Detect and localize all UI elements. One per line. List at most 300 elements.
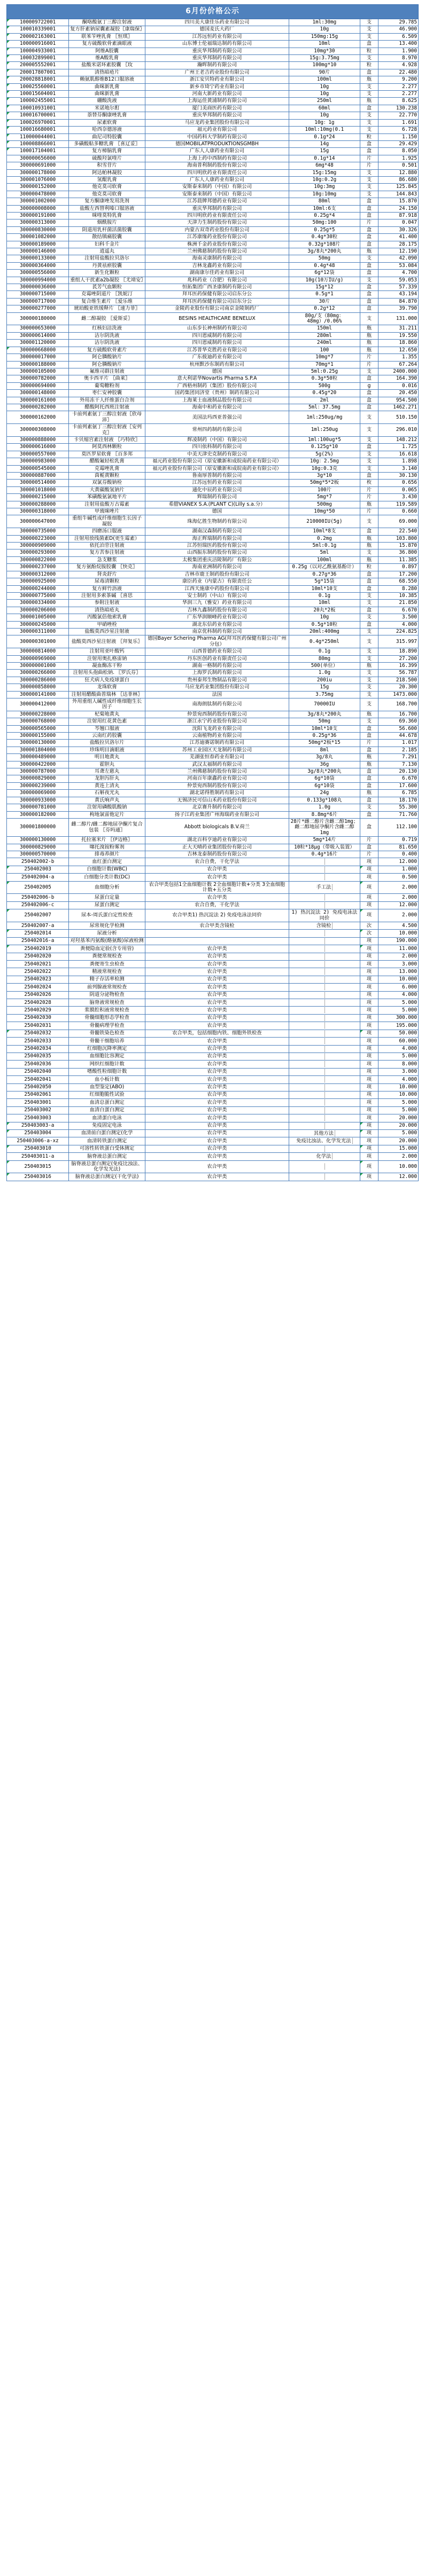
cell-price: 84.870 [378,298,418,305]
cell-name: 卡贝缩宫素注射液 〖巧特欣〗 [69,436,145,443]
cell-name: 耳聋左慈丸 [69,768,145,775]
cell-unit: 支 [360,83,378,90]
cell-price: 30.130 [378,473,418,480]
cell-name: 枣仁安神胶囊 [69,390,145,397]
cell-manufacturer: 海南灵康制药有限公司 [145,255,289,262]
cell-unit: g [360,382,378,389]
cell-name: 尿蛋白测定 [69,901,145,909]
cell-code: 250402024 [7,984,69,991]
cell-price: 7.291 [378,754,418,761]
cell-spec: 10粒*18μg（带吸入装置） [289,844,360,851]
cell-name: 尿素软膏 [69,119,145,126]
cell-unit: 盒 [360,390,378,397]
cell-unit: 瓶 [360,535,378,542]
table-row [7,515,419,528]
cell-price: 10.000 [378,1083,418,1091]
cell-unit: 盒 [360,291,378,298]
cell-spec: 0.4g*250ml [289,635,360,648]
cell-price: 125.845 [378,184,418,191]
cell-unit: 盒 [360,775,378,782]
cell-spec: 250ml [289,98,360,105]
table-row [7,486,419,493]
cell-name: 可溶性转铁蛋白受体测定 [69,1145,145,1152]
table-row [7,635,419,648]
table-row [7,725,419,732]
table-row [7,98,419,105]
cell-code: 300000178000 [7,169,69,176]
cell-code: 300000735000 [7,528,69,535]
cell-name: 尿毒清颗粒 [69,578,145,585]
cell-price: 87.918 [378,212,418,219]
cell-unit: 项 [360,1099,378,1106]
cell-price: 56.600 [378,725,418,732]
cell-unit: 支 [360,677,378,684]
cell-name: 丙酸氯倍他索乳膏 [69,614,145,621]
cell-manufacturer: 广东人人康药业有限公司 [145,148,289,155]
cell-price: 1.017 [378,740,418,747]
cell-price: 1.900 [378,48,418,54]
cell-code: 250402019 [7,945,69,953]
cell-price: 13.400 [378,41,418,48]
cell-spec [289,1145,360,1152]
cell-manufacturer: 云南植物药业有限公司 [145,733,289,740]
cell-spec [289,1106,360,1114]
cell-spec [289,961,360,968]
cell-spec [289,999,360,1007]
cell-name: 克霉唑乳膏 [69,465,145,472]
cell-manufacturer: 珠海亿胜生物制药有限公司 [145,515,289,528]
cell-unit: 盒 [360,578,378,585]
cell-manufacturer: 福元药业股份有限公司（原安徽新和成皖南药业有限公司） [145,465,289,472]
cell-unit: 盒 [360,621,378,628]
cell-code: 300000308000 [7,424,69,437]
cell-price: 10.000 [378,1091,418,1098]
cell-manufacturer: 农合甲类 [145,1099,289,1106]
table-row [7,662,419,669]
cell-price: 24.150 [378,205,418,212]
cell-unit: 粒 [360,62,378,69]
cell-name: 奥卡西平片 〖曲莱〗 [69,375,145,382]
cell-unit: 盒 [360,444,378,451]
cell-price: 43.194 [378,291,418,298]
cell-manufacturer: 农合甲类 [145,1007,289,1014]
cell-code: 250402061 [7,1091,69,1098]
cell-manufacturer: 农合甲类 [145,984,289,991]
cell-unit: 项 [360,1173,378,1181]
cell-price: 81.650 [378,844,418,851]
cell-unit: 支 [360,718,378,725]
cell-spec: 500g [289,382,360,389]
table-title-row [7,5,419,19]
cell-code: 250403003 [7,1114,69,1122]
service-rows-body [7,858,419,1181]
cell-name: 积雪苷片 [69,162,145,169]
cell-code: 250402023 [7,976,69,983]
cell-spec: 20丸*2板 [289,607,360,614]
cell-name: 曲咪新乳膏 [69,83,145,90]
cell-manufacturer: 浙江永宁药业股份有限公司 [145,718,289,725]
cell-name: 洁尔阴洗液 [69,340,145,347]
table-row [7,578,419,585]
cell-manufacturer: 广东人人康药业有限公司 [145,176,289,183]
cell-manufacturer: 湖北东信药业有限公司 [145,621,289,628]
table-row [7,549,419,556]
cell-unit: 支 [360,169,378,176]
cell-spec [289,1061,360,1068]
cell-unit: 瓶 [360,340,378,347]
cell-unit: 片 [360,155,378,162]
cell-manufacturer: 山西振东制药股份有限公司 [145,549,289,556]
cell-name: 注射用红花黄色素 [69,718,145,725]
cell-name: 粪便常规检查 [69,953,145,960]
table-row [7,607,419,614]
table-row [7,205,419,212]
cell-manufacturer: 恒拓集团广西圣康制药有限公司 [145,284,289,291]
cell-spec [289,1007,360,1014]
cell-spec: 15g:3.75mg [289,55,360,62]
cell-manufacturer: 四川恩威制药有限公司 [145,332,289,339]
cell-manufacturer: 北京赛升制药有限公司 [145,804,289,811]
cell-name: 精子存活率检测 [69,976,145,983]
cell-unit: 项 [360,1122,378,1129]
table-row [7,48,419,54]
cell-manufacturer: 兰州佛慈制药股份有限公司 [145,768,289,775]
table-row [7,968,419,976]
cell-price: 1.000 [378,866,418,873]
cell-code: 300000182000 [7,811,69,818]
cell-manufacturer: 兆科药业（合肥）有限公司 [145,277,289,284]
table-row [7,901,419,909]
cell-unit: 盒 [360,473,378,480]
cell-code: 100025560001 [7,83,69,90]
cell-code: 300000237000 [7,564,69,571]
table-row [7,1053,419,1060]
cell-name: 硼酸洗液 [69,98,145,105]
cell-spec [289,984,360,991]
cell-spec [289,1114,360,1122]
cell-price: 5.000 [378,1053,418,1060]
cell-manufacturer: 湖南一格制药有限公司 [145,662,289,669]
cell-price: 28.175 [378,241,418,248]
cell-code: 300001120000 [7,340,69,347]
cell-unit: 片 [360,219,378,226]
cell-name: 注射用多索茶碱 〖喜思 [69,592,145,599]
cell-unit: 项 [360,953,378,960]
table-row [7,19,419,26]
table-row [7,241,419,248]
cell-manufacturer: 四川恩威制药有限公司 [145,340,289,347]
cell-manufacturer: 太极集团重庆涪陵制药厂有限公 [145,556,289,563]
cell-unit: 支 [360,191,378,198]
cell-price: 148.212 [378,436,418,443]
cell-unit: 项 [360,1068,378,1075]
cell-spec: 1.0g [289,804,360,811]
cell-manufacturer: 杭州默沙东制药有限公司 [145,361,289,368]
cell-manufacturer: 康臣药业（内蒙古）有限责任公 [145,578,289,585]
cell-code: 300000311000 [7,628,69,635]
cell-unit: 盒 [360,585,378,592]
cell-name: 洁尔阴洗液 [69,332,145,339]
cell-spec: 50mg*2板*15 [289,740,360,747]
table-row [7,614,419,621]
cell-code: 300000364000 [7,262,69,269]
cell-price: 6.509 [378,33,418,40]
cell-manufacturer: 农合甲类 [145,874,289,881]
cell-code: 300000691000 [7,162,69,169]
cell-manufacturer: 农合甲类 [145,1153,289,1160]
cell-manufacturer: 重庆华邦制药有限公司 [145,48,289,54]
cell-spec: 10ml*10支 [289,585,360,592]
cell-manufacturer: 湖北诺得胜制药有限公司 [145,790,289,797]
cell-code: 300000001000 [7,662,69,669]
cell-name: 复方硫酸软骨素片 [69,347,145,354]
cell-code: 300000245000 [7,621,69,628]
cell-spec: 0.27g*36 [289,571,360,578]
cell-unit: 盒 [360,69,378,76]
cell-code: 110000044001 [7,133,69,140]
cell-manufacturer: 农合甲类 [145,1022,289,1030]
cell-spec: 10ml [289,600,360,607]
table-row [7,465,419,472]
cell-code: 300000694000 [7,382,69,389]
cell-price: 17.600 [378,782,418,789]
cell-name: 骨髓细胞形态学检查 [69,1014,145,1022]
cell-price: 195.000 [378,1022,418,1030]
cell-spec: 3g/8丸*200丸 [289,248,360,255]
table-row [7,1114,419,1122]
cell-code: 300000162000 [7,411,69,424]
cell-price: 12.650 [378,347,418,354]
cell-unit: 盒 [360,375,378,382]
table-row [7,162,419,169]
table-row [7,312,419,325]
cell-spec: 0.5g*1 [289,291,360,298]
cell-unit: 项 [360,1091,378,1098]
cell-spec: 10mg*30 [289,48,360,54]
table-row [7,937,419,945]
cell-spec [289,1083,360,1091]
cell-code: 300000277000 [7,305,69,312]
cell-code: 300000422000 [7,761,69,768]
table-row [7,1122,419,1129]
table-row [7,556,419,563]
table-row [7,768,419,775]
table-row [7,677,419,684]
cell-unit: 项 [360,999,378,1007]
cell-price: 2.185 [378,747,418,753]
cell-unit: 盒 [360,234,378,241]
table-row [7,811,419,818]
cell-manufacturer: 通化中辰药业有限公司 [145,486,289,493]
cell-manufacturer: 沈阳飞龙药业有限公司 [145,725,289,732]
cell-spec: 5ml [289,549,360,556]
table-row [7,508,419,515]
cell-name: 参附注射液 [69,600,145,607]
cell-manufacturer: 贵州泰邦生物制品有限公司 [145,677,289,684]
cell-code: 300001018000 [7,486,69,493]
table-row [7,354,419,361]
cell-name: 他克莫司软膏 [69,184,145,191]
cell-unit: 片 [360,851,378,858]
cell-manufacturer: 新乡市琦宁药业有限公司 [145,83,289,90]
cell-name: 甲硝唑栓 [69,621,145,628]
cell-unit: 盒 [360,768,378,775]
cell-price: 168.700 [378,698,418,711]
cell-code: 250403006-a-xz [7,1137,69,1145]
table-row [7,451,419,458]
cell-manufacturer: 江苏迪赛诺制药有限公司 [145,740,289,747]
cell-code: 250402029 [7,1007,69,1014]
cell-name: 血清转铁蛋白测定 [69,1137,145,1145]
cell-unit: 盒 [360,747,378,753]
cell-unit: 项 [360,1153,378,1160]
cell-spec: 10g [289,614,360,621]
cell-spec: 5ml：37.5mg [289,404,360,411]
cell-manufacturer: 吉林龙鑫药业有限公司 [145,262,289,269]
cell-manufacturer: 湖北百科亨迪药业有限公司 [145,837,289,844]
table-row [7,248,419,255]
cell-spec: 0.1g*24 [289,133,360,140]
cell-spec: 10ml [289,41,360,48]
cell-unit: 瓶 [360,662,378,669]
cell-unit: 支 [360,19,378,26]
cell-name: 四磨汤口服液 [69,528,145,535]
table-row [7,155,419,162]
cell-price: 20.000 [378,1137,418,1145]
cell-price: 4.000 [378,621,418,628]
cell-manufacturer: 农合甲类 [145,1045,289,1053]
cell-name: 注射用放线菌素D(更生霉素） [69,535,145,542]
cell-name: 曲咪新乳膏 [69,91,145,98]
table-row [7,332,419,339]
table-row [7,837,419,844]
cell-manufacturer: 农合甲类 [145,1061,289,1068]
cell-code: 300001804000 [7,747,69,753]
cell-manufacturer: 鲁南厚普制药有限公司 [145,473,289,480]
cell-price: 2.000 [378,909,418,922]
cell-spec: 0.4g*30粒 [289,234,360,241]
cell-price: 59.053 [378,277,418,284]
cell-manufacturer: 金陵药业股份有限公司南京金陵制药厂 [145,305,289,312]
cell-price: 10.000 [378,930,418,937]
cell-name: 盐酸拉贝洛尔片 [69,740,145,747]
cell-manufacturer: 常州四药制药有限公司 [145,424,289,437]
table-row [7,83,419,90]
cell-name: 注射用奥扎格雷钠 [69,655,145,662]
cell-unit: 支 [360,91,378,98]
cell-spec: 1.0g [289,670,360,677]
cell-price: 164.390 [378,375,418,382]
cell-price: 0.501 [378,162,418,169]
table-row [7,740,419,747]
cell-spec: 50mg [289,255,360,262]
cell-name: 阴道用乳杆菌活菌胶囊 [69,226,145,233]
cell-name: 血清总蛋白测定 [69,1099,145,1106]
table-row [7,818,419,836]
cell-price: 71.760 [378,811,418,818]
table-row [7,1129,419,1137]
cell-spec [289,1053,360,1060]
cell-manufacturer: 湖南汉森制药有限公司 [145,528,289,535]
cell-price: 2.000 [378,1153,418,1160]
cell-manufacturer: 农合甲类 [145,968,289,976]
cell-code: 100017104001 [7,148,69,155]
cell-unit: 盒 [360,811,378,818]
cell-name: 尿本-周氏蛋白定性检查 [69,909,145,922]
cell-spec: 0.25g（以对乙酰氨基酚计） [289,564,360,571]
drug-rows-body [7,19,419,858]
cell-price: 5.000 [378,1129,418,1137]
cell-unit: 瓶 [360,790,378,797]
table-row [7,600,419,607]
cell-spec: 3g/8丸*200丸 [289,768,360,775]
cell-name: 复方樟脑乳膏 [69,148,145,155]
cell-spec: 10mg*50 [289,508,360,515]
cell-manufacturer: 意大利诺华Novartis Pharma S.P.A [145,375,289,382]
cell-unit: 支 [360,436,378,443]
cell-code: 300000152000 [7,184,69,191]
cell-spec: 10mg*7 [289,354,360,361]
cell-code: 300000161000 [7,397,69,404]
cell-spec [289,945,360,953]
cell-manufacturer: 广州王老吉药业股份有限公司 [145,69,289,76]
cell-spec: 10g [289,26,360,33]
table-row [7,945,419,953]
cell-manufacturer: 德国 [145,368,289,375]
cell-unit: 盒 [360,397,378,404]
cell-manufacturer: 农合甲类，包括细胞内铁、细胞外铁检查 [145,1030,289,1037]
cell-name: 网织红细胞计数 [69,1061,145,1068]
cell-unit: 片 [360,494,378,501]
cell-manufacturer: 湖南康尔佳药业有限公司 [145,270,289,277]
cell-code: 300000830000 [7,226,69,233]
cell-unit: 支 [360,465,378,472]
cell-price: 16.618 [378,451,418,458]
cell-unit: 支 [360,277,378,284]
cell-price: 10.385 [378,592,418,599]
cell-name: 氟维司群注射液 [69,368,145,375]
table-row [7,754,419,761]
cell-spec: 5ml:0.25g [289,368,360,375]
cell-spec: 3.75mg [289,691,360,698]
cell-price: 1.691 [378,119,418,126]
cell-unit: 项 [360,1129,378,1137]
cell-price: 69.000 [378,515,418,528]
table-row [7,797,419,804]
cell-name: 萘替芬酮康唑乳膏 [69,112,145,119]
cell-spec: 0.4g*48 [289,262,360,269]
table-row [7,592,419,599]
cell-manufacturer: 中美天津史克制药有限公司 [145,451,289,458]
cell-price: 12.000 [378,1173,418,1181]
cell-manufacturer: 农合甲类 [145,1129,289,1137]
cell-code: 250402014 [7,930,69,937]
cell-spec: 5g*15袋 [289,578,360,585]
cell-spec: 0.4g*16片 [289,851,360,858]
cell-manufacturer: 上海罗氏制药有限公司 [145,670,289,677]
cell-manufacturer [145,930,289,937]
cell-unit: 瓶 [360,98,378,105]
cell-manufacturer: 福元药业股份有限公司（原安徽新和成皖南药业有限公司） [145,458,289,465]
table-row [7,881,419,894]
cell-name: 茵栀黄颗粒 [69,473,145,480]
cell-code: 300000514000 [7,480,69,486]
cell-unit: 项 [360,874,378,881]
cell-spec: 0.5g*10粒 [289,621,360,628]
cell-code: 300000545000 [7,465,69,472]
cell-price: 4.000 [378,991,418,999]
cell-price: 119.589 [378,501,418,508]
